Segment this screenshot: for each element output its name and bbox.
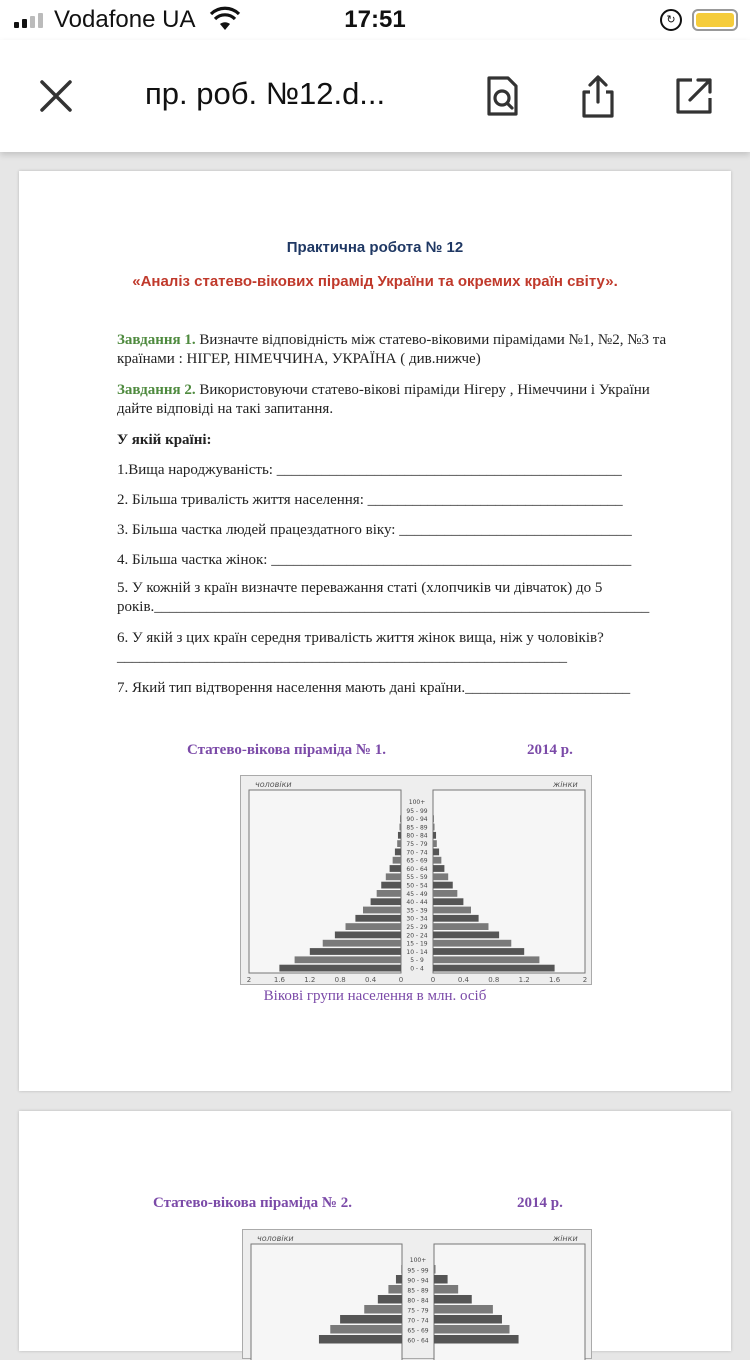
question-1: 1.Вища народжуваність: ______________________________________________ (117, 462, 622, 478)
female-bar (433, 890, 457, 897)
age-group-label: 30 - 34 (406, 915, 428, 923)
question-5: 5. У кожній з країн визначте переважання статі (хлопчиків чи дівчаток) до 5 років.__________________________________________________________________ (117, 580, 650, 615)
male-bar (399, 824, 401, 831)
age-group-label: 40 - 44 (406, 899, 428, 907)
female-bar (434, 1295, 472, 1304)
document-page-2 (19, 1111, 731, 1351)
female-bar (433, 898, 463, 905)
x-tick-right: 1.2 (518, 976, 530, 984)
x-tick-left: 1.2 (304, 976, 316, 984)
question-2: 2. Більша тривалість життя населення: __________________________________ (117, 492, 623, 508)
age-group-label: 90 - 94 (407, 1277, 429, 1285)
pyramid-1-year: 2014 р. (527, 742, 573, 758)
male-label: чоловіки (255, 780, 292, 789)
female-bar (433, 815, 434, 822)
age-group-label: 20 - 24 (406, 932, 428, 940)
question-4: 4. Більша частка жінок: ________________________________________________ (117, 552, 632, 568)
male-bar (395, 849, 401, 856)
age-label-top: 100+ (409, 1257, 427, 1264)
female-bar (434, 1335, 519, 1344)
age-group-label: 35 - 39 (406, 907, 428, 915)
x-tick-right: 0 (430, 976, 436, 984)
pyramid-2-chart (242, 1229, 592, 1359)
female-bar (433, 923, 488, 930)
x-tick-right: 1.6 (549, 976, 561, 984)
female-bar (434, 1275, 448, 1284)
female-bar (433, 840, 437, 847)
age-group-label: 70 - 74 (407, 1317, 429, 1325)
male-bar (319, 1335, 402, 1344)
carrier-name: Vodafone UA (54, 6, 196, 33)
male-bar (393, 857, 401, 864)
age-group-label: 65 - 69 (407, 1327, 429, 1335)
pyramid-2-year: 2014 р. (517, 1195, 563, 1211)
female-bar (433, 965, 555, 972)
female-bar (434, 1265, 436, 1274)
male-bar (388, 1285, 402, 1294)
x-tick-left: 2 (246, 976, 252, 984)
male-bar (330, 1325, 402, 1334)
battery-icon (692, 9, 738, 31)
male-bar (397, 840, 401, 847)
pyramid-1-caption: Статево-вікова піраміда № 1. (187, 742, 386, 758)
question-7: 7. Який тип відтворення населення мають дані країни.______________________ (117, 680, 631, 696)
age-group-label: 5 - 9 (410, 957, 424, 965)
age-group-label: 0 - 4 (410, 965, 424, 973)
age-group-label: 80 - 84 (406, 832, 428, 840)
question-header: У якій країні: (117, 432, 212, 448)
female-bar (433, 857, 441, 864)
male-bar (378, 1295, 402, 1304)
pyramid-1-chart (240, 775, 592, 985)
close-icon[interactable] (36, 76, 76, 116)
share-icon[interactable] (576, 74, 620, 118)
task-2-label: Завдання 2. (117, 382, 196, 398)
age-group-label: 25 - 29 (406, 924, 428, 931)
doc-subheading: «Аналіз статево-вікових пірамід України та окремих країн світу». (132, 273, 618, 290)
male-bar (340, 1315, 402, 1324)
x-tick-left: 0.4 (365, 976, 377, 984)
x-tick-right: 0.4 (457, 976, 469, 984)
male-bar (396, 1275, 402, 1284)
age-group-label: 75 - 79 (407, 1307, 429, 1315)
female-bar (434, 1285, 458, 1294)
male-bar (355, 915, 401, 922)
age-group-label: 80 - 84 (407, 1297, 429, 1305)
pyramid-2-caption: Статево-вікова піраміда № 2. (153, 1195, 352, 1211)
age-group-label: 90 - 94 (406, 816, 428, 824)
age-group-label: 65 - 69 (406, 857, 428, 865)
male-label: чоловіки (257, 1234, 294, 1243)
age-group-label: 10 - 14 (406, 948, 428, 956)
doc-heading: Практична робота № 12 (286, 239, 464, 256)
question-3: 3. Більша частка людей працездатного віку: _______________________________ (117, 522, 632, 538)
document-title: пр. роб. №12.d... (145, 76, 386, 111)
age-group-label: 60 - 64 (406, 865, 428, 873)
document-toolbar (0, 40, 750, 152)
male-bar (323, 940, 401, 947)
task-2 (117, 381, 683, 419)
male-bar (381, 882, 401, 889)
male-bar (401, 1265, 402, 1274)
status-bar (0, 0, 750, 40)
female-bar (433, 824, 435, 831)
doc-search-icon[interactable] (480, 74, 524, 118)
age-group-label: 85 - 89 (407, 1287, 429, 1295)
age-group-label: 75 - 79 (406, 841, 428, 848)
male-bar (390, 865, 401, 872)
x-tick-left: 0.8 (334, 976, 346, 984)
age-group-label: 95 - 99 (407, 1267, 429, 1275)
male-bar (364, 1305, 402, 1314)
x-tick-right: 0.8 (488, 976, 500, 984)
task-1-label: Завдання 1. (117, 332, 196, 348)
age-group-label: 70 - 74 (406, 849, 428, 857)
female-bar (433, 882, 453, 889)
age-group-label: 15 - 19 (406, 940, 428, 948)
male-bar (398, 832, 401, 839)
task-1 (117, 331, 683, 369)
female-label: жінки (553, 1234, 578, 1243)
age-group-label: 50 - 54 (406, 882, 428, 890)
x-tick-left: 1.6 (273, 976, 285, 984)
male-bar (386, 873, 401, 880)
male-bar (377, 890, 401, 897)
female-bar (433, 865, 444, 872)
female-bar (434, 1315, 502, 1324)
male-bar (310, 948, 401, 955)
female-bar (434, 1305, 493, 1314)
question-6: 6. У якій з цих країн середня тривалість життя жінок вища, ніж у чоловіків?____________________________________________________________ (117, 630, 604, 665)
male-bar (279, 965, 401, 972)
task-2-text: Використовуючи статево-вікові піраміди Нігеру , Німеччини і України дайте відповіді на такі запитання. (117, 382, 650, 417)
x-tick-right: 2 (582, 976, 588, 984)
female-bar (433, 940, 511, 947)
female-label: жінки (553, 780, 578, 789)
clock: 17:51 (344, 6, 406, 33)
male-bar (335, 932, 401, 939)
male-bar (346, 923, 401, 930)
female-bar (433, 915, 479, 922)
male-bar (295, 956, 401, 963)
pyramid-2-svg (243, 1230, 593, 1360)
female-bar (433, 956, 539, 963)
female-bar (433, 849, 439, 856)
age-group-label: 55 - 59 (406, 874, 428, 882)
age-group-label: 85 - 89 (406, 824, 428, 832)
document-page-1 (19, 171, 731, 1091)
male-bar (400, 815, 401, 822)
pyramid-1-svg (241, 776, 593, 986)
male-bar (363, 907, 401, 914)
female-bar (434, 1325, 510, 1334)
pyramid-1-axis-caption: Вікові групи населення в млн. осіб (263, 988, 487, 1004)
age-group-label: 95 - 99 (406, 807, 428, 815)
orientation-lock-icon: ↻ (660, 9, 682, 31)
female-bar (433, 932, 499, 939)
age-group-label: 45 - 49 (406, 890, 428, 898)
female-bar (433, 948, 524, 955)
female-bar (433, 907, 471, 914)
female-bar (433, 873, 448, 880)
age-group-label: 60 - 64 (407, 1337, 429, 1345)
age-label-top: 100+ (408, 799, 426, 806)
x-tick-left: 0 (398, 976, 404, 984)
open-external-icon[interactable] (672, 74, 716, 118)
female-bar (433, 832, 436, 839)
male-bar (371, 898, 401, 905)
task-1-text: Визначте відповідність між статево-віковими пірамідами №1, №2, №3 та країнами : НІГЕР, НІМЕЧЧИНА, УКРАЇНА ( див.нижче) (117, 332, 667, 367)
